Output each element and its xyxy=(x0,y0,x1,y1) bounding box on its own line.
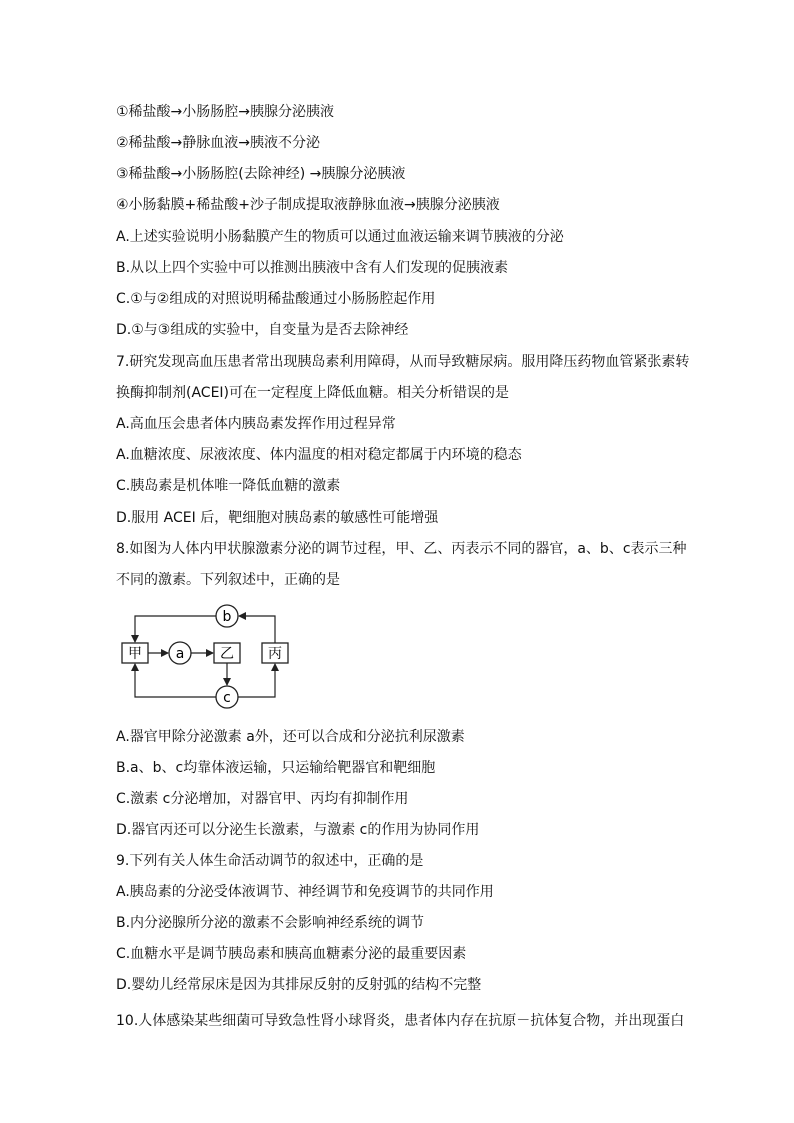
q8-stem-line-2: 不同的激素。下列叙述中，正确的是 xyxy=(116,572,340,588)
q9-option-c: C.血糖水平是调节胰岛素和胰高血糖素分泌的最重要因素 xyxy=(116,946,467,962)
q6-option-d: D.①与③组成的实验中，自变量为是否去除神经 xyxy=(116,322,409,338)
organ-jia-label: 甲 xyxy=(128,646,142,662)
q7-stem-line-1: 7.研究发现高血压患者常出现胰岛素利用障碍，从而导致糖尿病。服用降压药物血管紧张素转 xyxy=(116,354,690,370)
q8-option-d: D.器官丙还可以分泌生长激素，与激素 c的作用为协同作用 xyxy=(116,822,480,838)
q6-option-c: C.①与②组成的对照说明稀盐酸通过小肠肠腔起作用 xyxy=(116,291,436,307)
hormone-a-label: a xyxy=(175,646,185,662)
q8-option-b: B.a、b、c均靠体液运输，只运输给靶器官和靶细胞 xyxy=(116,760,436,776)
q7-option-a: A.高血压会患者体内胰岛素发挥作用过程异常 xyxy=(116,416,396,432)
q9-option-d: D.婴幼儿经常尿床是因为其排尿反射的反射弧的结构不完整 xyxy=(116,977,482,993)
hormone-c-label: c xyxy=(223,690,231,706)
arrow-b-to-jia xyxy=(135,616,216,642)
experiment-3: ③稀盐酸→小肠肠腔(去除神经) →胰腺分泌胰液 xyxy=(116,166,406,182)
q7-stem-line-2: 换酶抑制剂(ACEI)可在一定程度上降低血糖。相关分析错误的是 xyxy=(116,385,510,401)
q8-stem-line-1: 8.如图为人体内甲状腺激素分泌的调节过程，甲、乙、丙表示不同的器官，a、b、c表示三种 xyxy=(116,541,687,557)
q9-option-a: A.胰岛素的分泌受体液调节、神经调节和免疫调节的共同作用 xyxy=(116,884,494,900)
experiment-1: ①稀盐酸→小肠肠腔→胰腺分泌胰液 xyxy=(116,104,335,120)
q10-stem-line-1: 10.人体感染某些细菌可导致急性肾小球肾炎，患者体内存在抗原－抗体复合物，并出现蛋白 xyxy=(116,1013,685,1029)
q7-option-d: D.服用 ACEI 后，靶细胞对胰岛素的敏感性可能增强 xyxy=(116,510,439,526)
q8-option-a: A.器官甲除分泌激素 a外，还可以合成和分泌抗利尿激素 xyxy=(116,729,465,745)
arrow-bing-to-b xyxy=(239,616,275,643)
arrow-c-to-bing xyxy=(238,664,275,697)
thyroid-regulation-diagram xyxy=(116,598,296,714)
q6-option-b: B.从以上四个实验中可以推测出胰液中含有人们发现的促胰液素 xyxy=(116,260,509,276)
arrow-c-to-jia xyxy=(135,664,216,697)
hormone-b-label: b xyxy=(222,609,232,625)
q7-option-c: C.胰岛素是机体唯一降低血糖的激素 xyxy=(116,478,341,494)
q9-option-b: B.内分泌腺所分泌的激素不会影响神经系统的调节 xyxy=(116,915,425,931)
organ-yi-label: 乙 xyxy=(220,646,234,662)
experiment-4: ④小肠黏膜+稀盐酸+沙子制成提取液静脉血液→胰腺分泌胰液 xyxy=(116,197,500,213)
experiment-2: ②稀盐酸→静脉血液→胰液不分泌 xyxy=(116,135,321,151)
organ-bing-label: 丙 xyxy=(268,646,282,662)
q8-option-c: C.激素 c分泌增加，对器官甲、丙均有抑制作用 xyxy=(116,791,409,807)
q9-stem: 9.下列有关人体生命活动调节的叙述中，正确的是 xyxy=(116,853,424,869)
q6-option-a: A.上述实验说明小肠黏膜产生的物质可以通过血液运输来调节胰液的分泌 xyxy=(116,229,564,245)
q7-option-a-second: A.血糖浓度、尿液浓度、体内温度的相对稳定都属于内环境的稳态 xyxy=(116,447,522,463)
